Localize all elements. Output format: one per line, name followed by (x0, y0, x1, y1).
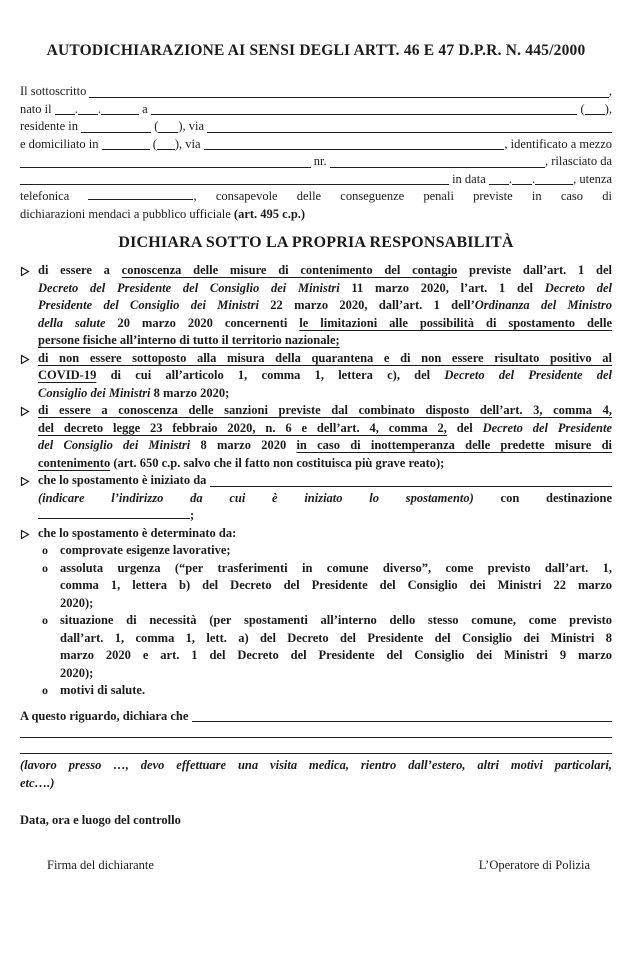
blank-field (585, 113, 605, 115)
text-run: Decreto del Presidente (482, 420, 612, 435)
text-run: ( (151, 119, 159, 133)
intro-line (20, 101, 612, 119)
text-run: di essere a (38, 263, 122, 277)
text-run: di cui all’articolo 1, comma 1, lettera c), del (96, 368, 445, 382)
bullet-item (20, 402, 612, 420)
bullet-item (20, 262, 612, 280)
control-line (20, 812, 612, 830)
text-run: DICHIARA SOTTO LA PROPRIA RESPONSABILITÀ (118, 234, 514, 251)
blank-field (81, 131, 151, 133)
text-run: del (446, 420, 483, 435)
blank-field (89, 96, 608, 98)
text-run: ), (604, 101, 612, 116)
circle-bullet-icon: o (42, 543, 48, 557)
bullet-line (20, 332, 612, 350)
bullet-line (20, 315, 612, 333)
text-run: Decreto del Presidente del (444, 368, 612, 382)
text-run: 2020); (60, 595, 94, 610)
intro-line (20, 83, 612, 101)
bullet-line (20, 297, 612, 315)
text-run: motivi di salute. (60, 683, 146, 697)
signature-declarant-label: Firma del dichiarante (47, 857, 154, 872)
document-title (20, 40, 612, 61)
blank-field (20, 736, 612, 738)
text-run: Presidente del Consiglio dei Ministri (38, 298, 259, 312)
text-run: 22 marzo 2020, dall’art. 1 dell’ (258, 298, 475, 312)
text-run: che lo spostamento è determinato da: (38, 525, 237, 540)
blank-field (204, 148, 505, 150)
declaration-line (20, 708, 612, 726)
blank-field (158, 131, 178, 133)
text-run: Consiglio dei Ministri (38, 385, 151, 400)
sub-bullet-item (20, 560, 612, 578)
text-run: comprovate esigenze lavorative; (60, 543, 231, 557)
signature-row (20, 857, 612, 875)
bullet-line (20, 420, 612, 438)
text-run: , utenza (573, 171, 612, 186)
text-run: del decreto legge 23 febbraio 2020, n. 6 e dell’art. 4, comma 2, (38, 420, 447, 435)
text-run: , identificato a mezzo (504, 136, 612, 151)
text-run: conoscenza delle misure di contenimento del contagio (121, 263, 458, 277)
blank-field (535, 183, 573, 185)
text-run: persone fisiche all’interno di tutto il territorio nazionale; (38, 333, 340, 347)
text-run: COVID-19 (38, 368, 97, 382)
blank-field (20, 183, 449, 185)
text-run: le limitazioni alle possibilità di spostamento delle (299, 315, 612, 330)
text-run: a (138, 101, 151, 116)
text-run: . (97, 101, 101, 116)
text-run: 11 marzo 2020, l’art. 1 del (339, 280, 545, 295)
sub-bullet-line (20, 647, 612, 665)
text-run: contenimento (38, 455, 111, 470)
bullet-line (20, 455, 612, 473)
text-run: della salute (38, 315, 106, 330)
blank-field (55, 113, 75, 115)
text-run: , consapevole delle conseguenze penali previste in caso di (193, 189, 612, 203)
blank-field (78, 113, 98, 115)
text-run: Decreto del Presidente del Consiglio dei Ministri (38, 280, 340, 295)
text-run: (lavoro presso …, devo effettuare una visita medica, rientro dall’estero, altri motivi particolari, (20, 758, 612, 772)
blank-field (192, 720, 612, 722)
bullet-line (20, 385, 612, 403)
text-run: nr. (310, 154, 330, 168)
text-run: (art. 495 c.p.) (233, 206, 306, 221)
blank-field (20, 166, 311, 168)
text-run: 2020); (60, 665, 94, 680)
text-run: 8 marzo 2020; (150, 385, 230, 400)
circle-bullet-icon: o (42, 683, 48, 697)
text-run: . (74, 101, 78, 116)
blank-field (88, 198, 193, 200)
text-run: ( (149, 136, 157, 151)
blank-field (151, 113, 578, 115)
text-run: e domiciliato in (20, 136, 102, 151)
text-run: con destinazione (473, 490, 612, 505)
text-run: marzo 2020 e art. 1 del Decreto del Presidente del Consiglio dei Ministri 9 marzo (60, 648, 612, 662)
text-run: ; (190, 508, 195, 522)
sub-bullet-item (20, 542, 612, 560)
circle-bullet-icon: o (42, 613, 48, 627)
fill-line (20, 741, 612, 757)
blank-field (489, 183, 509, 185)
text-run: (art. 650 c.p. salvo che il fatto non costituisca più grave reato); (110, 455, 445, 470)
document-body (20, 40, 612, 830)
text-run: 20 marzo 2020 concernenti (105, 315, 300, 330)
blank-field (38, 517, 190, 519)
text-run: residente in (20, 119, 82, 133)
text-run: Ordinanza del Ministro (474, 298, 612, 312)
text-run: di essere a conoscenza delle sanzioni previste dal combinato disposto dell’art. 3, comma 4, (38, 403, 612, 417)
sub-bullet-line (20, 630, 612, 648)
intro-line (20, 136, 612, 154)
fill-line (20, 725, 612, 741)
blank-field (157, 148, 175, 150)
text-run: (indicare l’indirizzo da cui è iniziato lo spostamento) (38, 490, 474, 505)
bullet-line (20, 437, 612, 455)
sub-bullet-item (20, 682, 612, 700)
text-run: ( (577, 101, 585, 116)
sub-bullet-line (20, 595, 612, 613)
text-run: assoluta urgenza (“per trasferimenti in comune diverso”, come previsto dall’art. 1, (60, 560, 612, 575)
text-run: , rilasciato da (545, 154, 612, 168)
sub-bullet-line (20, 577, 612, 595)
text-run: previste dall’art. 1 del (457, 263, 613, 277)
text-run: in caso di inottemperanza delle predette misure di (296, 438, 612, 452)
intro-line (20, 188, 612, 206)
text-run: nato il (20, 101, 55, 116)
blank-field (512, 183, 532, 185)
text-run: di non essere sottoposto alla misura della quarantena e di non essere risultato positivo al (38, 350, 612, 365)
note-line (20, 757, 612, 775)
signature-police-label: L’Operatore di Polizia (478, 857, 590, 872)
intro-line (20, 171, 612, 189)
bullet-line (20, 280, 612, 298)
text-run: in data (448, 171, 489, 186)
text-run: Il sottoscritto (20, 84, 90, 98)
text-run: comma 1, lettera b) del Decreto del Presidente del Consiglio dei Ministri 22 marzo (60, 578, 612, 592)
text-run: ), via (178, 119, 208, 133)
circle-bullet-icon: o (42, 560, 48, 575)
text-run: telefonica (20, 189, 89, 203)
intro-line (20, 153, 612, 171)
blank-field (101, 113, 139, 115)
text-run: situazione di necessità (per spostamenti all’interno dello stesso comune, come previsto (60, 613, 612, 627)
bullet-item (20, 472, 612, 490)
text-run: etc….) (20, 775, 55, 790)
blank-field (20, 752, 612, 754)
text-run: A questo riguardo, dichiara che (20, 708, 192, 723)
text-run: , (608, 84, 612, 98)
bullet-line (20, 507, 612, 525)
blank-field (207, 131, 612, 133)
blank-field (330, 166, 545, 168)
declaration-heading (20, 232, 612, 253)
text-run: dichiarazioni mendaci a pubblico ufficiale (20, 206, 234, 221)
text-run: dall’art. 1, comma 1, lett. a) del Decreto del Presidente del Consiglio dei Ministri 8 (60, 630, 612, 645)
text-run: 8 marzo 2020 (190, 438, 297, 452)
sub-bullet-item (20, 612, 612, 630)
text-run: Decreto del (544, 280, 613, 295)
text-run: Data, ora e luogo del controllo (20, 813, 181, 827)
blank-field (102, 148, 150, 150)
bullet-line (20, 367, 612, 385)
note-line (20, 775, 612, 793)
text-run: ), via (174, 136, 204, 151)
text-run: AUTODICHIARAZIONE AI SENSI DEGLI ARTT. 46 E 47 D.P.R. N. 445/2000 (46, 42, 586, 59)
text-run: del Consiglio dei Ministri (38, 438, 191, 452)
bullet-item (20, 525, 612, 543)
text-run: . (508, 171, 512, 186)
intro-line (20, 118, 612, 136)
text-run: che lo spostamento è iniziato da (38, 473, 210, 487)
bullet-line (20, 490, 612, 508)
sub-bullet-line (20, 665, 612, 683)
blank-field (210, 485, 612, 487)
intro-line (20, 206, 612, 224)
text-run: . (532, 171, 536, 186)
bullet-item (20, 350, 612, 368)
